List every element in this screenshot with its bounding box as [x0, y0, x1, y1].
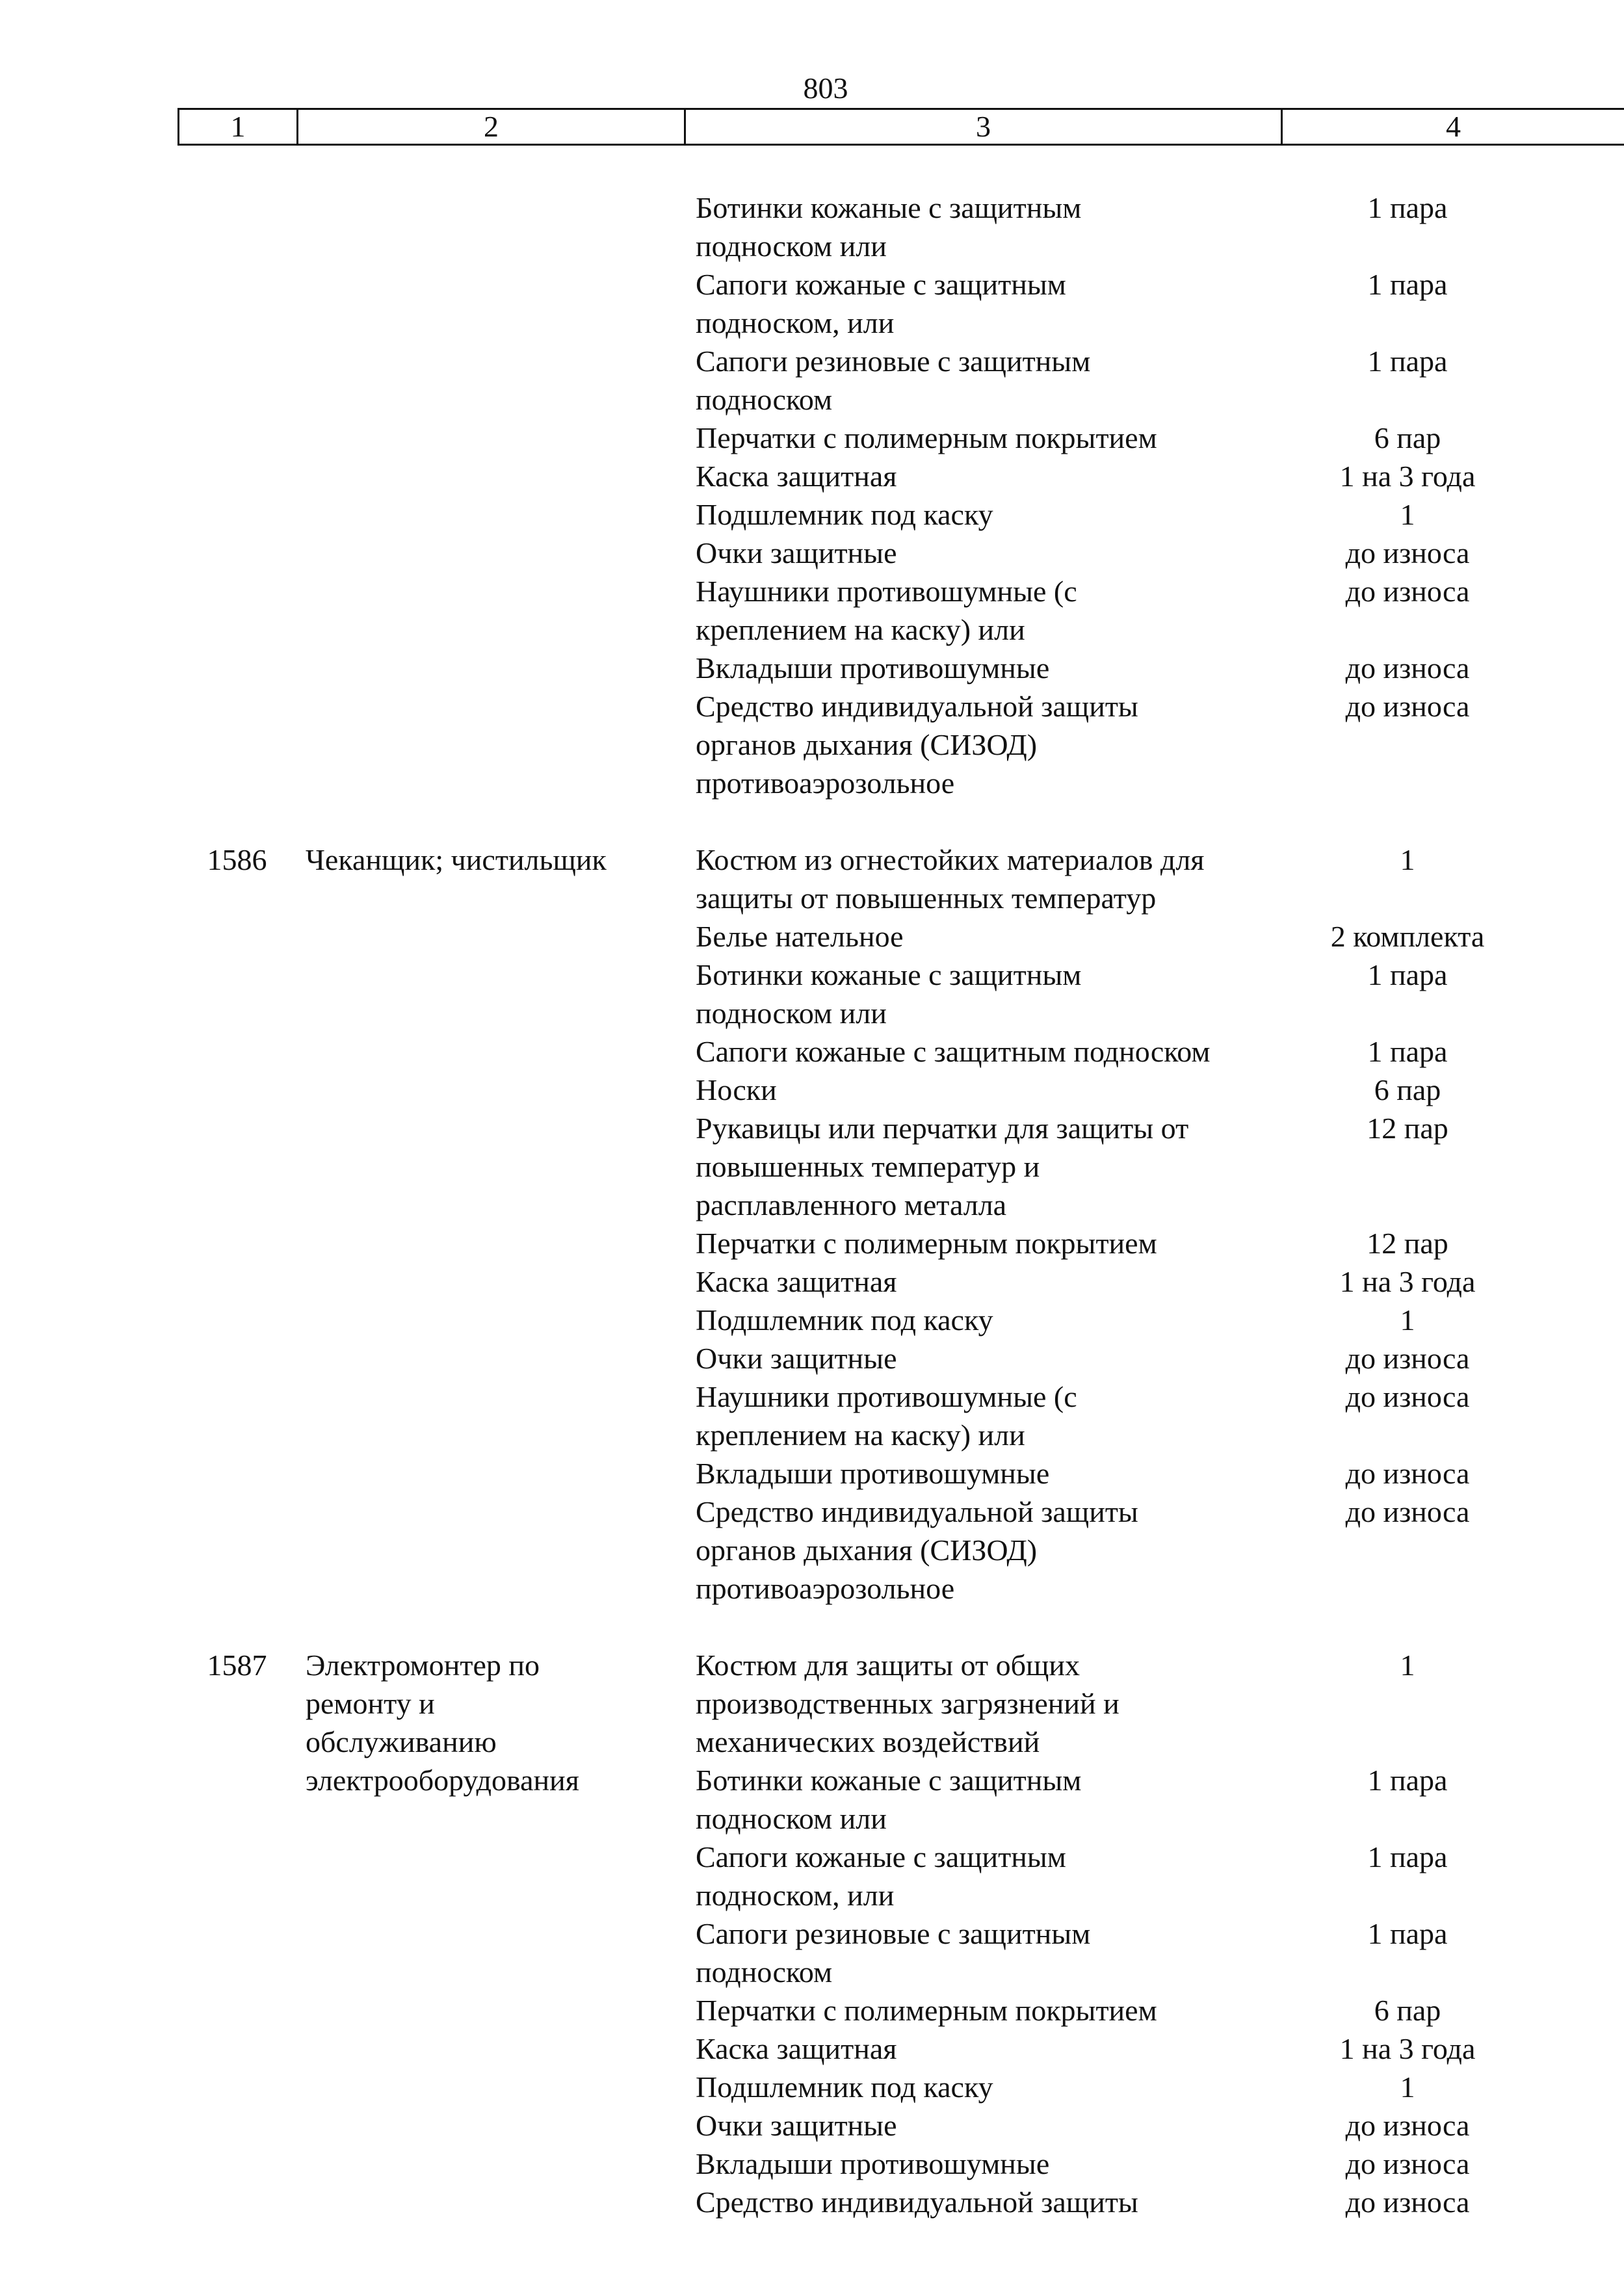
ppe-item-name	[696, 956, 1281, 1032]
ppe-item-name-line: повышенных температур и	[696, 1150, 1040, 1183]
ppe-item-name	[696, 342, 1281, 419]
ppe-item-name	[696, 1838, 1281, 1914]
ppe-item-row	[0, 2183, 1624, 2221]
ppe-item-name	[696, 1761, 1281, 1838]
ppe-item-norm: до износа	[1345, 651, 1470, 685]
ppe-item-name-line: Подшлемник под каску	[696, 1303, 993, 1337]
ppe-item-norm: 1 на 3 года	[1339, 1265, 1476, 1298]
ppe-item-name	[696, 687, 1281, 802]
ppe-item-row	[0, 1493, 1624, 1608]
ppe-item-name	[696, 1377, 1281, 1454]
ppe-item-name-line: Белье нательное	[696, 920, 904, 953]
header-col-1: 1	[177, 110, 296, 144]
table-entry	[0, 1646, 1624, 2221]
ppe-item-name-line: подноском, или	[696, 1879, 895, 1912]
ppe-item-name	[696, 1646, 1281, 1761]
ppe-item-name-line: подноском	[696, 1955, 833, 1989]
ppe-item-name	[696, 1493, 1281, 1608]
ppe-item-norm: до износа	[1345, 2147, 1470, 2180]
ppe-item-norm: до износа	[1345, 575, 1470, 608]
ppe-item-row	[0, 1224, 1624, 1262]
ppe-item-norm: 1	[1400, 1303, 1415, 1337]
ppe-item-name-line: Сапоги кожаные с защитным	[696, 1840, 1066, 1873]
ppe-item-name-line: Каска защитная	[696, 1265, 897, 1298]
ppe-item-name	[696, 1262, 1281, 1301]
ppe-item-norm: 12 пар	[1367, 1227, 1448, 1260]
ppe-item-name-line: Очки защитные	[696, 1342, 897, 1375]
ppe-item-norm: до износа	[1345, 1380, 1470, 1413]
ppe-item-row	[0, 1032, 1624, 1071]
ppe-item-row	[0, 342, 1624, 419]
ppe-item-name	[696, 572, 1281, 649]
ppe-item-name-line: противоаэрозольное	[696, 766, 955, 800]
table-entry	[0, 189, 1624, 802]
ppe-item-row	[0, 1914, 1624, 1991]
profession-line: Чеканщик; чистильщик	[306, 843, 607, 876]
ppe-item-row	[0, 2145, 1624, 2183]
ppe-item-name-line: подноском	[696, 383, 833, 416]
ppe-item-norm: до износа	[1345, 1495, 1470, 1528]
ppe-item-norm: 1 пара	[1367, 191, 1448, 224]
ppe-item-norm: до износа	[1345, 1342, 1470, 1375]
ppe-item-name-line: защиты от повышенных температур	[696, 881, 1157, 915]
table-body	[0, 189, 1624, 2260]
ppe-item-row	[0, 649, 1624, 687]
ppe-item-norm: 6 пар	[1374, 1994, 1441, 2027]
ppe-item-norm: до износа	[1345, 2109, 1470, 2142]
ppe-item-name-line: подноском или	[696, 229, 887, 263]
entry-profession	[306, 841, 670, 879]
ppe-item-name-line: Очки защитные	[696, 536, 897, 569]
ppe-item-name-line: Каска защитная	[696, 2032, 897, 2065]
ppe-item-row	[0, 917, 1624, 956]
ppe-item-row	[0, 457, 1624, 495]
ppe-item-row	[0, 1454, 1624, 1493]
ppe-item-name	[696, 189, 1281, 265]
ppe-item-name-line: противоаэрозольное	[696, 1572, 955, 1605]
ppe-item-row	[0, 956, 1624, 1032]
ppe-item-name-line: Носки	[696, 1073, 777, 1106]
ppe-item-norm: 2 комплекта	[1330, 920, 1485, 953]
ppe-item-name	[696, 1224, 1281, 1262]
ppe-item-name-line: Ботинки кожаные с защитным	[696, 958, 1082, 991]
profession-line: ремонту и	[306, 1687, 435, 1720]
ppe-item-name	[696, 1032, 1281, 1071]
ppe-item-name-line: Перчатки с полимерным покрытием	[696, 1227, 1157, 1260]
ppe-item-row	[0, 572, 1624, 649]
ppe-item-norm: 6 пар	[1374, 421, 1441, 454]
ppe-item-row	[0, 1991, 1624, 2029]
ppe-item-name	[696, 1109, 1281, 1224]
ppe-item-row	[0, 1339, 1624, 1377]
ppe-item-row	[0, 1262, 1624, 1301]
ppe-item-norm: 1 на 3 года	[1339, 460, 1476, 493]
ppe-item-norm: 1 пара	[1367, 1840, 1448, 1873]
ppe-item-name-line: Перчатки с полимерным покрытием	[696, 421, 1157, 454]
table-entry	[0, 841, 1624, 1608]
ppe-item-norm: до износа	[1345, 2185, 1470, 2219]
ppe-item-norm: 1 пара	[1367, 268, 1448, 301]
ppe-item-norm: 1	[1400, 498, 1415, 531]
ppe-item-norm: 1 пара	[1367, 1917, 1448, 1950]
ppe-item-row	[0, 189, 1624, 265]
ppe-item-name-line: Средство индивидуальной защиты	[696, 690, 1138, 723]
ppe-item-name-line: Ботинки кожаные с защитным	[696, 191, 1082, 224]
ppe-item-name-line: расплавленного металла	[696, 1188, 1007, 1221]
ppe-item-name-line: Подшлемник под каску	[696, 2070, 993, 2104]
ppe-item-row	[0, 2106, 1624, 2145]
header-col-3: 3	[684, 110, 1281, 144]
ppe-item-norm: 1 на 3 года	[1339, 2032, 1476, 2065]
ppe-item-name-line: Вкладыши противошумные	[696, 2147, 1050, 2180]
ppe-item-norm: 1	[1400, 843, 1415, 876]
ppe-item-name-line: Каска защитная	[696, 460, 897, 493]
ppe-item-name-line: механических воздействий	[696, 1725, 1040, 1758]
ppe-item-norm: 12 пар	[1367, 1112, 1448, 1145]
ppe-item-name-line: Костюм для защиты от общих	[696, 1649, 1080, 1682]
ppe-item-name	[696, 265, 1281, 342]
entry-number: 1587	[207, 1649, 267, 1682]
ppe-item-name	[696, 1454, 1281, 1493]
ppe-item-name	[696, 649, 1281, 687]
ppe-item-name-line: органов дыхания (СИЗОД)	[696, 728, 1038, 761]
header-col-2: 2	[296, 110, 684, 144]
ppe-item-row	[0, 1071, 1624, 1109]
ppe-item-row	[0, 1301, 1624, 1339]
ppe-item-name-line: Средство индивидуальной защиты	[696, 2185, 1138, 2219]
ppe-item-row	[0, 265, 1624, 342]
ppe-item-name-line: Сапоги кожаные с защитным подноском	[696, 1035, 1211, 1068]
ppe-item-row	[0, 1377, 1624, 1454]
ppe-item-name-line: Перчатки с полимерным покрытием	[696, 1994, 1157, 2027]
ppe-item-row	[0, 419, 1624, 457]
page-number: 803	[803, 72, 848, 105]
ppe-item-name-line: подноском или	[696, 1802, 887, 1835]
profession-line: Электромонтер по	[306, 1649, 540, 1682]
ppe-item-row	[0, 1761, 1624, 1838]
profession-line: обслуживанию	[306, 1725, 497, 1758]
ppe-item-row	[0, 2029, 1624, 2068]
ppe-item-name	[696, 1071, 1281, 1109]
ppe-item-name-line: креплением на каску) или	[696, 1418, 1025, 1452]
ppe-item-name-line: подноском или	[696, 997, 887, 1030]
ppe-item-name-line: производственных загрязнений и	[696, 1687, 1120, 1720]
ppe-item-name	[696, 1301, 1281, 1339]
ppe-item-name-line: Наушники противошумные (с	[696, 575, 1077, 608]
ppe-item-row	[0, 1838, 1624, 1914]
ppe-item-name-line: Рукавицы или перчатки для защиты от	[696, 1112, 1189, 1145]
ppe-item-name-line: органов дыхания (СИЗОД)	[696, 1533, 1038, 1567]
ppe-item-name-line: Костюм из огнестойких материалов для	[696, 843, 1205, 876]
ppe-item-name	[696, 917, 1281, 956]
ppe-item-row	[0, 534, 1624, 572]
ppe-item-name	[696, 1991, 1281, 2029]
ppe-item-name	[696, 1339, 1281, 1377]
profession-line: электрооборудования	[306, 1764, 579, 1797]
ppe-item-row	[0, 1109, 1624, 1224]
ppe-item-norm: 1	[1400, 1649, 1415, 1682]
ppe-item-norm: 1 пара	[1367, 1035, 1448, 1068]
entry-number: 1586	[207, 843, 267, 876]
ppe-item-name-line: Наушники противошумные (с	[696, 1380, 1077, 1413]
ppe-item-name-line: Вкладыши противошумные	[696, 651, 1050, 685]
ppe-item-name	[696, 2145, 1281, 2183]
ppe-item-name	[696, 419, 1281, 457]
ppe-item-name	[696, 1914, 1281, 1991]
ppe-item-name	[696, 2183, 1281, 2221]
ppe-item-name-line: Ботинки кожаные с защитным	[696, 1764, 1082, 1797]
ppe-item-name	[696, 841, 1281, 917]
ppe-item-norm: 1 пара	[1367, 1764, 1448, 1797]
ppe-item-name-line: Вкладыши противошумные	[696, 1457, 1050, 1490]
ppe-item-name-line: подноском, или	[696, 306, 895, 339]
ppe-item-name	[696, 2068, 1281, 2106]
ppe-item-name-line: Подшлемник под каску	[696, 498, 993, 531]
ppe-item-name	[696, 534, 1281, 572]
ppe-item-name-line: Сапоги кожаные с защитным	[696, 268, 1066, 301]
ppe-item-name	[696, 495, 1281, 534]
ppe-item-norm: до износа	[1345, 690, 1470, 723]
ppe-item-name	[696, 457, 1281, 495]
ppe-item-name-line: Очки защитные	[696, 2109, 897, 2142]
ppe-item-name-line: Средство индивидуальной защиты	[696, 1495, 1138, 1528]
ppe-item-row	[0, 687, 1624, 802]
ppe-item-norm: 1	[1400, 2070, 1415, 2104]
ppe-item-name	[696, 2106, 1281, 2145]
ppe-item-name-line: Сапоги резиновые с защитным	[696, 1917, 1091, 1950]
ppe-item-norm: 6 пар	[1374, 1073, 1441, 1106]
ppe-item-name	[696, 2029, 1281, 2068]
ppe-item-norm: до износа	[1345, 536, 1470, 569]
ppe-item-norm: 1 пара	[1367, 958, 1448, 991]
table-header	[177, 108, 1624, 146]
header-col-4: 4	[1281, 110, 1624, 144]
ppe-item-row	[0, 495, 1624, 534]
ppe-item-name-line: креплением на каску) или	[696, 613, 1025, 646]
ppe-item-name-line: Сапоги резиновые с защитным	[696, 345, 1091, 378]
ppe-item-row	[0, 2068, 1624, 2106]
ppe-item-norm: 1 пара	[1367, 345, 1448, 378]
entry-profession	[306, 1646, 670, 1799]
ppe-item-norm: до износа	[1345, 1457, 1470, 1490]
